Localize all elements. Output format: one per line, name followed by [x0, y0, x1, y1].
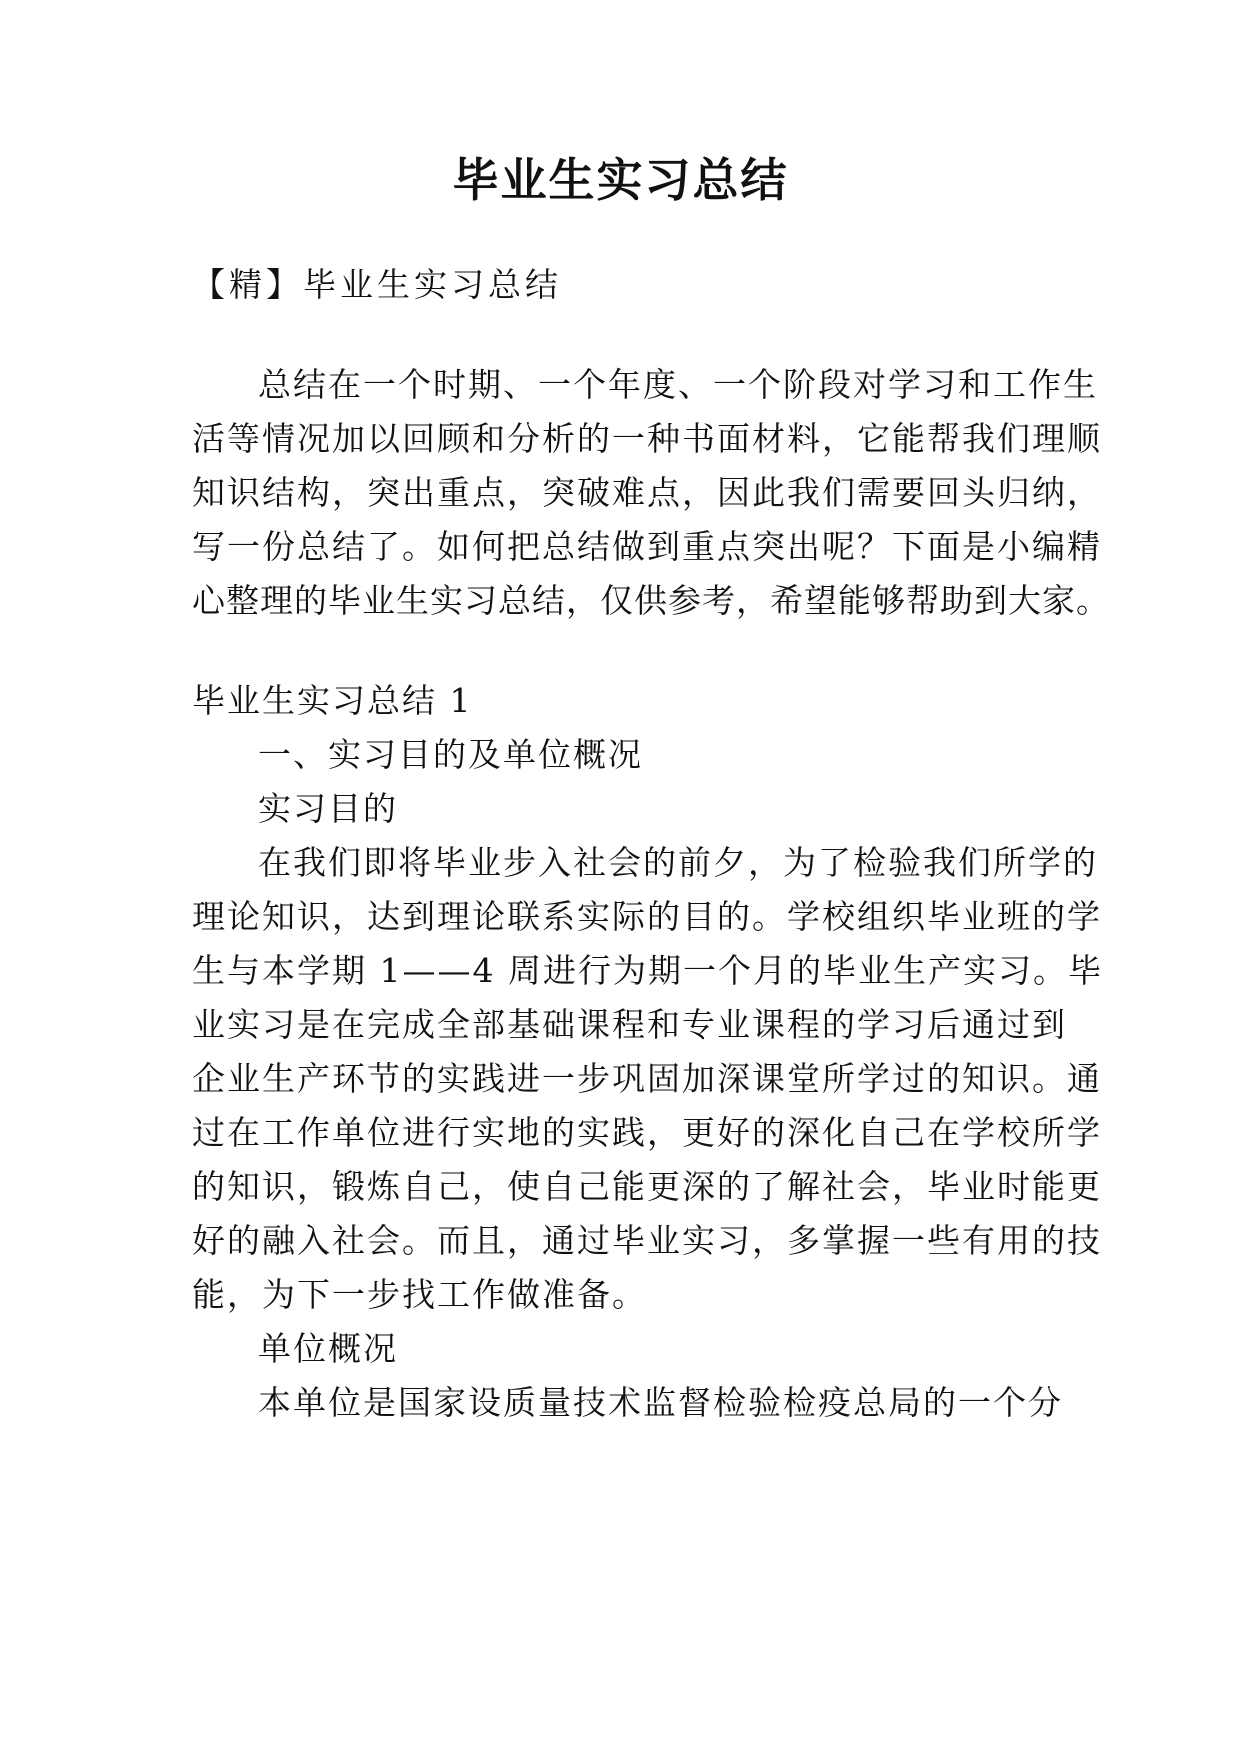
section-title: 毕业生实习总结 1 — [192, 681, 473, 720]
purpose-line: 过在工作单位进行实地的实践，更好的深化自己在学校所学 — [192, 1113, 1102, 1152]
intro-line: 总结在一个时期、一个年度、一个阶段对学习和工作生 — [258, 365, 1098, 404]
document-title: 毕业生实习总结 — [452, 153, 789, 207]
document-subtitle: 【精】毕业生实习总结 — [192, 265, 562, 304]
purpose-line: 的知识，锻炼自己，使自己能更深的了解社会，毕业时能更 — [192, 1167, 1102, 1206]
subheading-purpose: 实习目的 — [258, 789, 398, 828]
subheading-unit: 单位概况 — [258, 1329, 398, 1368]
purpose-line: 在我们即将毕业步入社会的前夕，为了检验我们所学的 — [258, 843, 1098, 882]
purpose-line: 企业生产环节的实践进一步巩固加深课堂所学过的知识。通 — [192, 1059, 1102, 1098]
purpose-line: 生与本学期 1——4 周进行为期一个月的毕业生产实习。毕 — [192, 951, 1103, 990]
intro-line: 写一份总结了。如何把总结做到重点突出呢？下面是小编精 — [192, 527, 1102, 566]
intro-line: 心整理的毕业生实习总结，仅供参考，希望能够帮助到大家。 — [192, 581, 1110, 620]
unit-line: 本单位是国家设质量技术监督检验检疫总局的一个分 — [258, 1383, 1063, 1422]
purpose-line: 好的融入社会。而且，通过毕业实习，多掌握一些有用的技 — [192, 1221, 1102, 1260]
section-heading: 一、实习目的及单位概况 — [258, 735, 643, 774]
purpose-line: 业实习是在完成全部基础课程和专业课程的学习后通过到 — [192, 1005, 1067, 1044]
intro-line: 知识结构，突出重点，突破难点，因此我们需要回头归纳， — [192, 473, 1102, 512]
intro-line: 活等情况加以回顾和分析的一种书面材料，它能帮我们理顺 — [192, 419, 1102, 458]
purpose-line: 能，为下一步找工作做准备。 — [192, 1275, 647, 1314]
purpose-line: 理论知识，达到理论联系实际的目的。学校组织毕业班的学 — [192, 897, 1102, 936]
